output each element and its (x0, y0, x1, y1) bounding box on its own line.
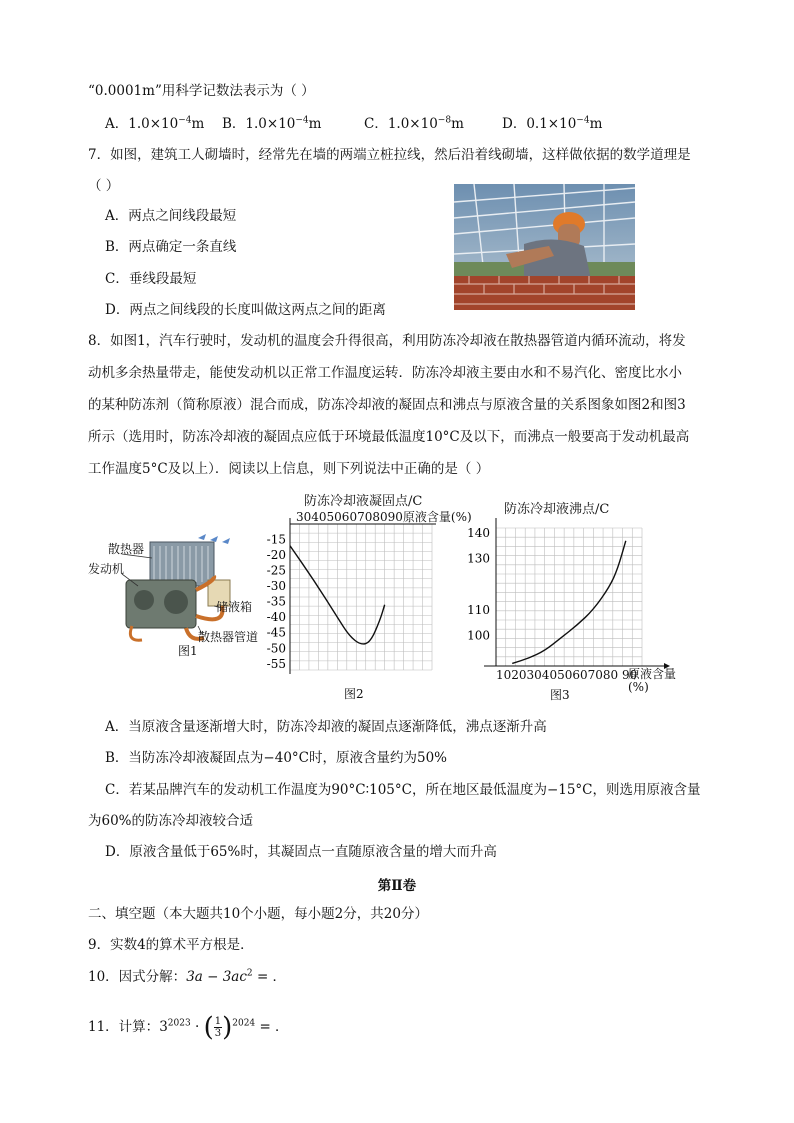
q11-right-paren: ) (222, 1012, 233, 1043)
q7-option-a: A．两点之间线段最短 (105, 208, 237, 224)
chart2-y-tick-label: -40 (266, 610, 286, 625)
section-title: 第Ⅱ卷 (377, 878, 417, 894)
q11-left-paren: ( (203, 1012, 214, 1043)
chart3-y-tick-label: 110 (467, 602, 490, 617)
q11-fraction (214, 1016, 222, 1039)
chart2-y-tick-label: -35 (266, 594, 286, 609)
q8-option-b: B．当防冻冷却液凝固点为−40°C时，原液含量约为50% (105, 750, 447, 766)
q6-stem: “0.0001m”用科学记数法表示为（ ） (88, 83, 315, 99)
q11-base: 3 (159, 1019, 168, 1035)
bricklayer-photo (454, 184, 635, 310)
chart3-title: 防冻冷却液沸点/C (504, 502, 610, 517)
q11-prefix: 11．计算： (88, 1019, 160, 1035)
q10-exp: 2 (246, 968, 253, 979)
q10-prefix: 10．因式分解： (88, 969, 187, 985)
chart2-y-tick-label: -50 (266, 641, 286, 656)
q10 (88, 968, 286, 986)
chart3-caption: 图3 (550, 688, 570, 702)
q11-denominator: 3 (214, 1028, 222, 1039)
q8-option-c-cont: 为60%的防冻冷却液较合适 (88, 813, 254, 829)
q10-suffix: = ． (252, 969, 287, 985)
q7-paren: （ ） (88, 178, 120, 194)
q8-option-a: A．当原液含量逐渐增大时，防冻冷却液的凝固点逐渐降低，沸点逐渐升高 (105, 719, 547, 735)
q7-option-b: B．两点确定一条直线 (105, 239, 237, 255)
figure-3-chart (462, 494, 694, 706)
q7-option-c: C．垂线段最短 (105, 271, 197, 287)
fig1-label-pipe: 散热器管道 (198, 630, 259, 644)
chart2-y-tick-label: -55 (266, 656, 286, 671)
q6-option-d: D．$0.1\times 10^{-4}m$ (502, 115, 603, 132)
q6-option-a: A．$1.0\times 10^{-4}m$ (105, 115, 205, 132)
q7-option-d: D．两点之间线段的长度叫做这两点之间的距离 (105, 302, 386, 318)
chart3-x-tick-text: 1020304050607080 90 (496, 668, 638, 682)
q6-option-c: C．$1.0\times 10^{-8}m$ (364, 115, 464, 132)
q8-line-2: 动机多余热量带走，能使发动机以正常工作温度运转．防冻冷却液主要由水和不易汽化、密度比水小 (88, 365, 682, 381)
chart2-y-tick-label: -15 (266, 532, 286, 547)
q10-expr: 3a − 3ac (186, 969, 247, 985)
fig1-label-radiator: 散热器 (108, 542, 145, 556)
chart2-y-tick-label: -45 (266, 625, 286, 640)
q8-line-3: 的某种防冻剂（简称原液）混合而成，防冻冷却液的凝固点和沸点与原液含量的关系图象如图2和图3 (88, 397, 686, 413)
chart3-xlabel: 原液含量(%) (628, 667, 677, 694)
q11: 11．计算：$3^{2023}$ · ( $\frac{1}{3}$ )$^{2024}$ = ． (88, 1012, 289, 1043)
chart3-y-tick-label: 100 (467, 628, 490, 643)
figure-1-engine-diagram (86, 530, 276, 660)
q9: 9．实数4的算术平方根是． (88, 937, 254, 953)
q11-numerator: 1 (214, 1016, 222, 1027)
chart2-svg (256, 488, 476, 703)
chart2-y-tick-label: -20 (266, 548, 286, 563)
chart3-y-tick-label: 140 (467, 526, 490, 541)
chart2-caption: 图2 (344, 687, 364, 701)
q8-line-1: 8．如图1，汽车行驶时，发动机的温度会升得很高，利用防冻冷却液在散热器管道内循环流动，将发 (88, 333, 686, 349)
q11-exp1: 2023 (167, 1018, 191, 1029)
chart3-boiling-curve (512, 541, 626, 664)
chart2-title: 防冻冷却液凝固点/C (304, 494, 423, 509)
section-heading: 二、填空题（本大题共10个小题，每小题2分，共20分） (88, 906, 428, 922)
q11-exp2: 2024 (232, 1018, 256, 1029)
q11-suffix: = ． (255, 1019, 289, 1035)
q6-option-b: B．$1.0\times 10^{-4}m$ (222, 115, 322, 132)
chart2-y-tick-label: -25 (266, 563, 286, 578)
fig1-caption: 图1 (178, 644, 198, 658)
q8-option-d: D．原液含量低于65%时，其凝固点一直随原液含量的增大而升高 (105, 844, 497, 860)
q7-stem: 7．如图，建筑工人砌墙时，经常先在墙的两端立桩拉线，然后沿着线砌墙，这样做依据的数学道理是 (88, 147, 691, 163)
fig1-label-tank: 储液箱 (216, 600, 253, 614)
chart2-y-tick-label: -30 (266, 579, 286, 594)
q8-option-c: C．若某品牌汽车的发动机工作温度为90°C∶105°C，所在地区最低温度为−15°C，则选用原液含量 (105, 782, 701, 798)
fig1-label-engine: 发动机 (88, 562, 125, 576)
chart2-xlabel: 原液含量(%) (402, 510, 472, 524)
chart2-x-tick-text: 30405060708090 (296, 510, 403, 524)
q8-line-5: 工作温度5°C及以上）．阅读以上信息，则下列说法中正确的是（ ） (88, 461, 490, 477)
figure-2-chart (256, 488, 476, 703)
q8-line-4: 所示（选用时，防冻冷却液的凝固点应低于环境最低温度10°C及以下，而沸点一般要高于发动机最高 (88, 429, 690, 445)
chart3-y-tick-label: 130 (467, 551, 490, 566)
